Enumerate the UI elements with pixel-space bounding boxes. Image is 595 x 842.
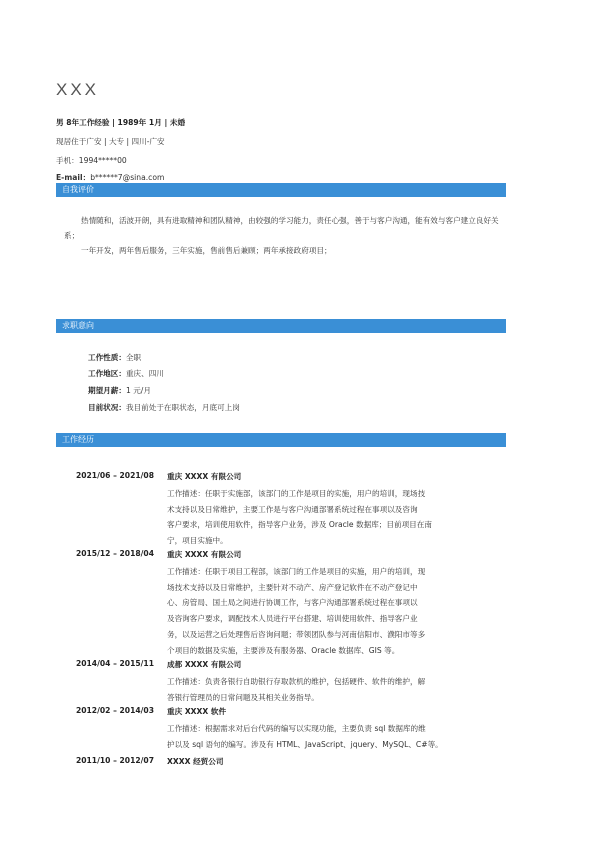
job-desc-line: 场技术支持以及日常维护，主要针对不动产、房产登记软件在不动产登记中 xyxy=(167,582,418,592)
job-desc-line: 务，以及运营之后处理售后咨询问题；带领团队参与河南信阳市、濮阳市等多 xyxy=(167,629,426,639)
intent-value: 全职 xyxy=(125,353,142,362)
job-company: 成都 XXXX 有限公司 xyxy=(167,660,242,669)
job-desc-line: 宁，项目实施中。 xyxy=(167,536,228,546)
email-line xyxy=(56,172,164,183)
intent-label: 目前状况： xyxy=(88,403,126,412)
job-desc-line: 答银行管理员的日常问题及其相关业务指导。 xyxy=(167,692,319,702)
job-company: 重庆 XXXX 有限公司 xyxy=(167,550,242,559)
job-desc-line: 及咨询客户要求，调配技术人员进行平台搭建、培训使用软件、指导客户业 xyxy=(167,614,418,624)
intent-label: 期望月薪： xyxy=(88,386,126,395)
job-desc-line: 术支持以及日常维护，主要工作是与客户沟通部署系统过程在事项以及咨询 xyxy=(167,504,418,514)
job-desc-line: 个项目的数据及实施，主要涉及有服务器、Oracle 数据库、GIS 等。 xyxy=(167,645,400,655)
intent-row-status xyxy=(88,402,240,413)
job-company: 重庆 XXXX 软件 xyxy=(167,707,227,716)
phone-label: 手机： xyxy=(56,156,79,165)
job-desc-line: 工作描述：负责各银行自助银行存取款机的维护，包括硬件、软件的维护，解 xyxy=(167,677,426,686)
job-date: 2011/10 – 2012/07 xyxy=(75,756,154,765)
intent-label: 工作性质： xyxy=(88,353,126,362)
job-description xyxy=(167,721,507,752)
job-company: XXXX 经贸公司 xyxy=(167,757,224,766)
phone-value: 1994*****00 xyxy=(78,156,127,165)
intent-value: 1 元/月 xyxy=(125,386,151,395)
location-line: 现居住于广安 | 大专 | 四川-广安 xyxy=(56,137,165,146)
job-date: 2021/06 – 2021/08 xyxy=(75,471,154,480)
job-desc-line: 工作描述：任职于实施部，该部门的工作是项目的实施，用户的培训，现场技 xyxy=(167,489,426,498)
email-value: b******7@sina.com xyxy=(90,173,165,182)
job-date: 2015/12 – 2018/04 xyxy=(75,549,154,558)
self-eval-text xyxy=(64,213,506,258)
email-label: E-mail： xyxy=(56,173,91,182)
self-eval-paragraph-2: 一年开发，两年售后服务，三年实施，售前售后兼顾；两年承接政府项目； xyxy=(81,246,332,255)
intent-label: 工作地区： xyxy=(88,369,126,378)
job-description xyxy=(167,674,507,705)
job-description xyxy=(167,486,507,549)
job-desc-line: 工作描述：根据需求对后台代码的编写以实现功能，主要负责 sql 数据库的维 xyxy=(167,724,426,733)
job-description xyxy=(167,564,507,658)
job-desc-line: 心、房管局、国土局之间进行协调工作，与客户沟通部署系统过程在事项以 xyxy=(167,598,418,608)
job-desc-line: 客户要求，培训使用软件，指导客户业务，涉及 Oracle 数据库；目前项目在南 xyxy=(167,520,432,530)
job-desc-line: 护以及 sql 语句的编写。涉及有 HTML、JavaScript、jquery、MySQL、C#等。 xyxy=(167,739,443,749)
phone-line xyxy=(56,155,127,166)
intent-value: 我目前处于在职状态，月底可上岗 xyxy=(125,403,240,412)
job-desc-line: 工作描述：任职于项目工程部，该部门的工作是项目的实施，用户的培训，现 xyxy=(167,567,426,576)
section-intent: 求职意向 xyxy=(56,319,506,333)
intent-row-salary xyxy=(88,385,151,396)
intent-row-area xyxy=(88,368,164,379)
intent-value: 重庆、四川 xyxy=(125,369,164,378)
intent-row-type xyxy=(88,352,141,363)
job-date: 2012/02 – 2014/03 xyxy=(75,706,154,715)
section-work: 工作经历 xyxy=(56,433,506,447)
summary-line: 男 8年工作经验 | 1989年 1月 | 未婚 xyxy=(56,118,186,127)
job-company: 重庆 XXXX 有限公司 xyxy=(167,472,242,481)
job-date: 2014/04 – 2015/11 xyxy=(75,659,154,668)
section-self-eval: 自我评价 xyxy=(56,183,506,197)
candidate-name: XXX xyxy=(56,80,100,99)
self-eval-paragraph-1: 热情随和，活波开朗，具有进取精神和团队精神，由较强的学习能力，责任心强，善于与客户沟通，能有效与客户建立良好关系； xyxy=(64,216,499,240)
